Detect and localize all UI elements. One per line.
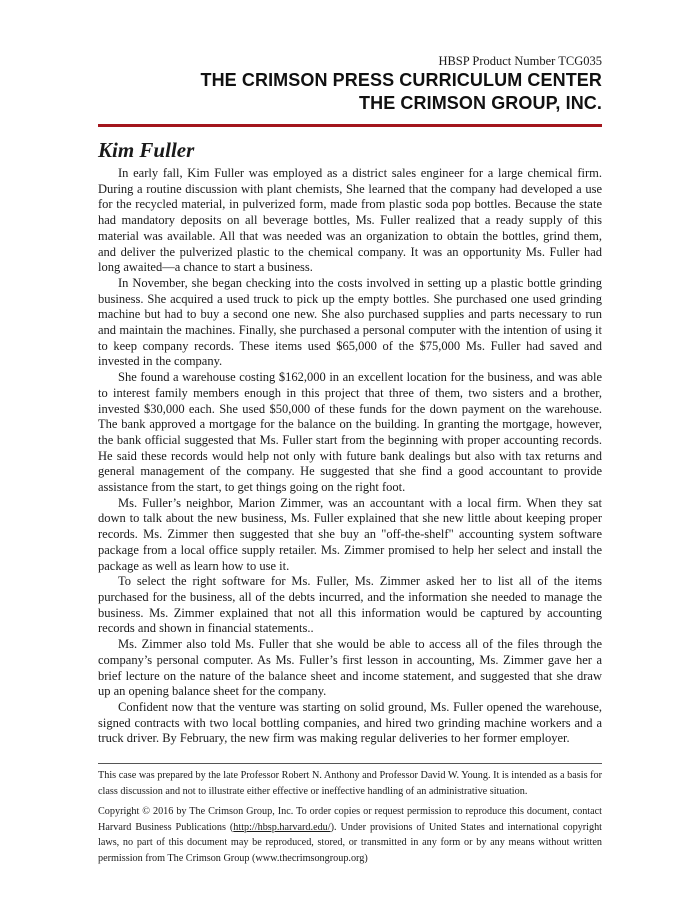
authorship-note: This case was prepared by the late Professor Robert N. Anthony and Professor David W. Young. It is intended as a basis for class discussion and not to illustrate either effective or ineffective handling of an administrative situation. xyxy=(98,770,602,797)
body-paragraph-2: In November, she began checking into the costs involved in setting up a plastic bottle grinding business. She acquired a used truck to pick up the empty bottles. She purchased one used grinding machine but had to buy a second one new. She also purchased supplies and parts necessary to run and maintain the machines. Finally, she purchased a personal computer with the intention of using it to keep company records. These items used $65,000 of the $75,000 Ms. Fuller had saved and invested in the company. xyxy=(98,275,602,369)
footer-divider xyxy=(98,763,602,764)
body-paragraph-1: In early fall, Kim Fuller was employed as a district sales engineer for a large chemical firm. During a routine discussion with plant chemists, She learned that the company had developed a use for the recycled material, in pulverized form, made from plastic soda pop bottles. Because the state had mandatory deposits on all beverage bottles, Ms. Fuller realized that a ready supply of this material was available. All that was needed was an organization to obtain the bottles, grind them, and deliver the pulverized plastic to the chemical company. It was an opportunity Ms. Fuller had long awaited—a chance to start a business. xyxy=(98,166,602,275)
hbsp-link[interactable]: http://hbsp.harvard.edu/ xyxy=(233,821,331,833)
case-title: Kim Fuller xyxy=(98,138,195,162)
body-paragraph-5: To select the right software for Ms. Fuller, Ms. Zimmer asked her to list all of the items purchased for the business, all of the debts incurred, and the information she needed to manage the business. Ms. Zimmer explained that not all this information would be captured by accounting records and shown in financial statements.. xyxy=(98,574,602,636)
document-footer xyxy=(98,763,602,866)
header-divider xyxy=(98,124,602,127)
org-name-line-1: THE CRIMSON PRESS CURRICULUM CENTER xyxy=(200,70,602,90)
body-paragraph-6: Ms. Zimmer also told Ms. Fuller that she would be able to access all of the files through the company’s personal computer. As Ms. Fuller’s first lesson in accounting, Ms. Zimmer gave her a brief lecture on the nature of the balance sheet and income statement, and suggested that she draw up an opening balance sheet for the company. xyxy=(98,637,602,699)
product-number: HBSP Product Number TCG035 xyxy=(438,54,602,68)
copyright-text-post: ). Under provisions of United States and international copyright laws, no part of this document may be reproduced, stored, or transmitted in any form or by any means without written permission from The Crimson Group (www.thecrimsongroup.org) xyxy=(98,821,602,864)
org-name-line-2: THE CRIMSON GROUP, INC. xyxy=(359,93,602,113)
copyright-note xyxy=(98,804,602,866)
case-body xyxy=(98,166,602,747)
body-paragraph-7: Confident now that the venture was starting on solid ground, Ms. Fuller opened the warehouse, signed contracts with two local bottling companies, and hired two grinding machine workers and a truck driver. By February, the new firm was making regular deliveries to her former employer. xyxy=(98,699,602,746)
body-paragraph-4: Ms. Fuller’s neighbor, Marion Zimmer, was an accountant with a local firm. When they sat down to talk about the new business, Ms. Fuller explained that she new little about keeping proper records. Ms. Zimmer then suggested that she buy an "off-the-shelf" accounting system software package from a local office supply retailer. Ms. Zimmer promised to help her select and install the package as well as learn how to use it. xyxy=(98,495,602,573)
copyright-text-pre: Copyright © 2016 by The Crimson Group, Inc. To order copies or request permission to reproduce this document, contact Harvard Business Publications ( xyxy=(98,806,602,833)
document-header xyxy=(98,54,602,115)
body-paragraph-3: She found a warehouse costing $162,000 in an excellent location for the business, and was able to interest family members enough in this project that three of them, two sisters and a brother, invested $30,000 each. She used $50,000 of these funds for the down payment on the warehouse. The bank approved a mortgage for the balance on the building. In granting the mortgage, however, the bank official suggested that Ms. Fuller start from the beginning with proper accounting records. He said these records would help not only with future bank dealings but also with tax returns and general management of the company. He suggested that she find a good accountant to provide assistance from the start, to get things going on the right foot. xyxy=(98,370,602,495)
